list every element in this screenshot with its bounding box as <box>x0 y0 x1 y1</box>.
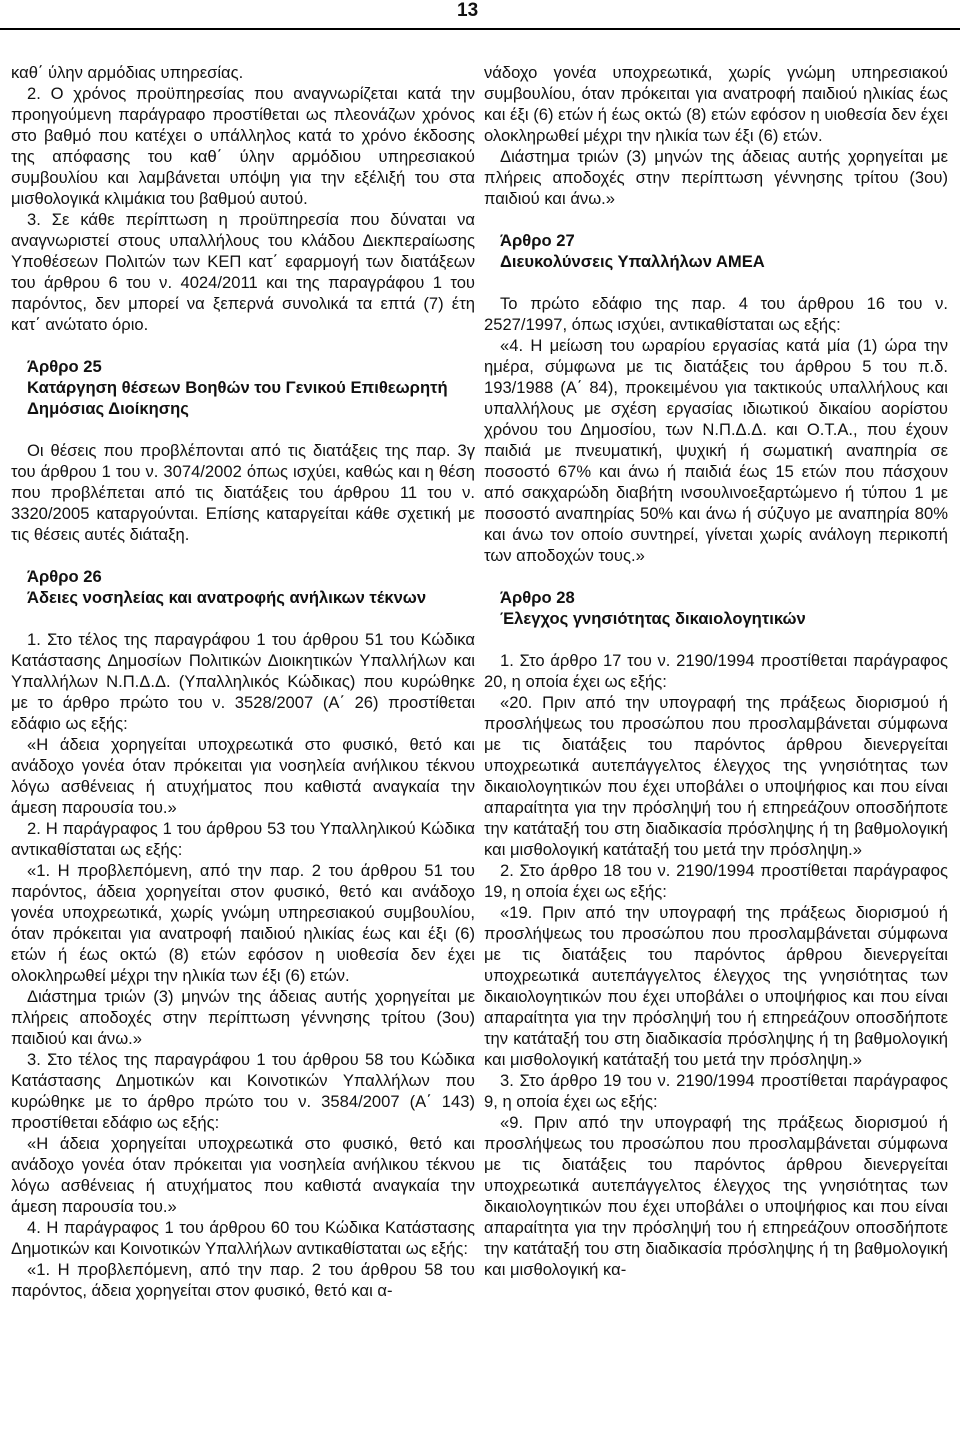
article-25-title-line1: Κατάργηση θέσεων Βοηθών του Γενικού Επιθεωρητή <box>27 378 448 397</box>
paragraph-continuation: καθ΄ ύλην αρμόδιας υπηρεσίας. <box>11 63 244 82</box>
right-continuation-2: Διάστημα τριών (3) μηνών της άδειας αυτής χορηγείται με πλήρεις αποδοχές στην περίπτωση γέννησης τρίτου (3ου) παιδιού και άνω.» <box>484 147 948 208</box>
article-28-paragraph-1: 1. Στο άρθρο 17 του ν. 2190/1994 προστίθεται παράγραφος 20, η οποία έχει ως εξής: <box>484 651 948 691</box>
right-column <box>484 62 948 1280</box>
article-27-paragraph-1: Το πρώτο εδάφιο της παρ. 4 του άρθρου 16 του ν. 2527/1997, όπως ισχύει, αντικαθίσταται ως εξής: <box>484 294 948 334</box>
article-26-quote-3: «Η άδεια χορηγείται υποχρεωτικά στο φυσικό, θετό και ανάδοχο γονέα όταν πρόκειται για νοσηλεία ανήλικου τέκνου λόγω ασθένειας ή ατυχήματος που καθιστά αναγκαία την άμεση παρουσία του.» <box>11 1134 475 1216</box>
article-26-number: Άρθρο 26 <box>27 567 102 586</box>
article-26-quote-2: «1. Η προβλεπόμενη, από την παρ. 2 του άρθρου 51 του παρόντος, άδεια χορηγείται στον φυσικό, θετό και ανάδοχο γονέα υποχρεωτικά, χωρίς γνώμη υπηρεσιακού συμβουλίου, όταν πρόκειται για ανατροφή παιδιού ηλικίας έως και έξι (6) ετών ή έως οκτώ (8) ετών εφόσον η υιοθεσία δεν έχει ολοκληρωθεί μέχρι την ηλικία των έξι (6) ετών. <box>11 861 475 985</box>
article-26-title: Άδειες νοσηλείας και ανατροφής ανήλικων τέκνων <box>27 588 427 607</box>
article-28-quote-1: «20. Πριν από την υπογραφή της πράξεως διορισμού ή προσλήψεως του προσώπου που προσλαμβάνεται σύμφωνα με τις διατάξεις του παρόντος άρθρου διενεργείται υποχρεωτικά αυτεπάγγελτος έλεγχος της γνησιότητας των δικαιολογητικών που έχει υποβάλει ο υποψήφιος και που είναι απαραίτητα για την πρόσληψή του ή επηρεάζουν οποσδήποτε την κατάταξή του στη διαδικασία πρόσληψης ή τη βαθμολογική και μισθολογική κατάταξή του μετά την πρόσληψη.» <box>484 693 948 859</box>
page-number: 13 <box>457 0 479 21</box>
article-25-number: Άρθρο 25 <box>27 357 102 376</box>
article-28-quote-3: «9. Πριν από την υπογραφή της πράξεως διορισμού ή προσλήψεως του προσώπου που προσλαμβάνεται σύμφωνα με τις διατάξεις του παρόντος άρθρου διενεργείται υποχρεωτικά αυτεπάγγελτος έλεγχος της γνησιότητας των δικαιολογητικών που έχει υποβάλει ο υποψήφιος και που είναι απαραίτητα για την πρόσληψή του ή επηρεάζουν οποσδήποτε την κατάταξή του στη διαδικασία πρόσληψης ή τη βαθμολογική και μισθολογική κα- <box>484 1113 948 1279</box>
article-28-title: Έλεγχος γνησιότητας δικαιολογητικών <box>500 609 806 628</box>
article-28-number: Άρθρο 28 <box>500 588 575 607</box>
article-27-title: Διευκολύνσεις Υπαλλήλων ΑΜΕΑ <box>500 252 765 271</box>
article-26-quote-4: «1. Η προβλεπόμενη, από την παρ. 2 του άρθρου 58 του παρόντος, άδεια χορηγείται στον φυσικό, θετό και α- <box>11 1260 475 1300</box>
right-continuation: νάδοχο γονέα υποχρεωτικά, χωρίς γνώμη υπηρεσιακού συμβουλίου, όταν πρόκειται για ανατροφή παιδιού ηλικίας έως και έξι (6) ετών ή έως οκτώ (8) ετών εφόσον η υιοθεσία δεν έχει ολοκληρωθεί μέχρι την ηλικία των έξι (6) ετών. <box>484 63 948 145</box>
left-column <box>11 62 475 1301</box>
article-26-paragraph-2: 2. Η παράγραφος 1 του άρθρου 53 του Υπαλληλικού Κώδικα αντικαθίσταται ως εξής: <box>11 819 475 859</box>
article-26-paragraph-3: 3. Στο τέλος της παραγράφου 1 του άρθρου 58 του Κώδικα Κατάστασης Δημοτικών και Κοινοτικών Υπαλλήλων που κυρώθηκε με το άρθρο πρώτο του ν. 3584/2007 (Α΄ 143) προστίθεται εδάφιο ως εξής: <box>11 1050 475 1132</box>
article-26-quote-1: «Η άδεια χορηγείται υποχρεωτικά στο φυσικό, θετό και ανάδοχο γονέα όταν πρόκειται για νοσηλεία ανήλικου τέκνου λόγω ασθένειας ή ατυχήματος που καθιστά αναγκαία την άμεση παρουσία του.» <box>11 735 475 817</box>
article-26-quote-2b: Διάστημα τριών (3) μηνών της άδειας αυτής χορηγείται με πλήρεις αποδοχές στην περίπτωση γέννησης τρίτου (3ου) παιδιού και άνω.» <box>11 987 475 1048</box>
article-27-quote-1: «4. Η μείωση του ωραρίου εργασίας κατά μία (1) ώρα την ημέρα, σύμφωνα με τις διατάξεις του άρθρου 5 του π.δ. 193/1988 (Α΄ 84), προκειμένου για τακτικούς υπαλλήλους και υπαλλήλους με σχέση εργασίας ιδιωτικού δικαίου αορίστου χρόνου του Δημοσίου, των Ν.Π.Δ.Δ. και Ο.Τ.Α., που έχουν παιδιά με πνευματική, ψυχική ή σωματική αναπηρία σε ποσοστό 67% και άνω ή παιδιά έως 15 ετών που πάσχουν από σακχαρώδη διαβήτη ινσουλινοεξαρτώμενο ή τύπου 1 με ποσοστό αναπηρίας 50% και άνω ή σύζυγο με αναπηρία 80% και άνω τον οποίο συντηρεί, γίνεται χωρίς ανάλογη περικοπή των αποδοχών τους.» <box>484 336 948 565</box>
article-28-paragraph-2: 2. Στο άρθρο 18 του ν. 2190/1994 προστίθεται παράγραφος 19, η οποία έχει ως εξής: <box>484 861 948 901</box>
article-26-paragraph-1: 1. Στο τέλος της παραγράφου 1 του άρθρου 51 του Κώδικα Κατάστασης Δημοσίων Πολιτικών Διοικητικών Υπαλλήλων και Υπαλλήλων Ν.Π.Δ.Δ. (Υπαλληλικός Κώδικας) που κυρώθηκε με το άρθρο πρώτο του ν. 3528/2007 (Α΄ 26) προστίθεται εδάφιο ως εξής: <box>11 630 475 733</box>
article-27-number: Άρθρο 27 <box>500 231 575 250</box>
article-26-paragraph-4: 4. Η παράγραφος 1 του άρθρου 60 του Κώδικα Κατάστασης Δημοτικών και Κοινοτικών Υπαλλήλων αντικαθίσταται ως εξής: <box>11 1218 475 1258</box>
paragraph-2: 2. Ο χρόνος προϋπηρεσίας που αναγνωρίζεται κατά την προηγούμενη παράγραφο προστίθεται ως πλεονάζων χρόνος στο βαθμό που κατέχει ο υπάλληλος κατά το χρόνο έκδοσης της απόφασης του καθ΄ ύλην αρμόδιου υπηρεσιακού συμβουλίου και λαμβάνεται υπόψη για την εξέλιξή του στα μισθολογικά κλιμάκια του βαθμού αυτού. <box>11 84 475 208</box>
article-25-title-line2: Δημόσιας Διοίκησης <box>27 399 189 418</box>
article-28-quote-2: «19. Πριν από την υπογραφή της πράξεως διορισμού ή προσλήψεως του προσώπου που προσλαμβάνεται σύμφωνα με τις διατάξεις του παρόντος άρθρου διενεργείται υποχρεωτικά αυτεπάγγελτος έλεγχος της γνησιότητας των δικαιολογητικών που έχει υποβάλει ο υποψήφιος και που είναι απαραίτητα για την πρόσληψή του ή επηρεάζουν οποσδήποτε την κατάταξή του στη διαδικασία πρόσληψης ή τη βαθμολογική και μισθολογική κατάταξή του μετά την πρόσληψη.» <box>484 903 948 1069</box>
article-25-body: Οι θέσεις που προβλέπονται από τις διατάξεις της παρ. 3γ του άρθρου 1 του ν. 3074/2002 όπως ισχύει, καθώς και η θέση που προβλέπεται από τις διατάξεις του άρθρου 11 του ν. 3320/2005 καταργούνται. Επίσης καταργείται κάθε σχετική με τις θέσεις αυτές διάταξη. <box>11 441 475 544</box>
article-28-paragraph-3: 3. Στο άρθρο 19 του ν. 2190/1994 προστίθεται παράγραφος 9, η οποία έχει ως εξής: <box>484 1071 948 1111</box>
paragraph-3: 3. Σε κάθε περίπτωση η προϋπηρεσία που δύναται να αναγνωριστεί στους υπαλλήλους του κλάδου Διεκπεραίωσης Υποθέσεων Πολιτών των ΚΕΠ κατ΄ εφαρμογή των διατάξεων του άρθρου 6 του ν. 4024/2011 και της παραγράφου 1 του παρόντος, δεν μπορεί να ξεπερνά συνολικά τα επτά (7) έτη κατ΄ ανώτατο όριο. <box>11 210 475 334</box>
header-rule <box>0 28 960 30</box>
